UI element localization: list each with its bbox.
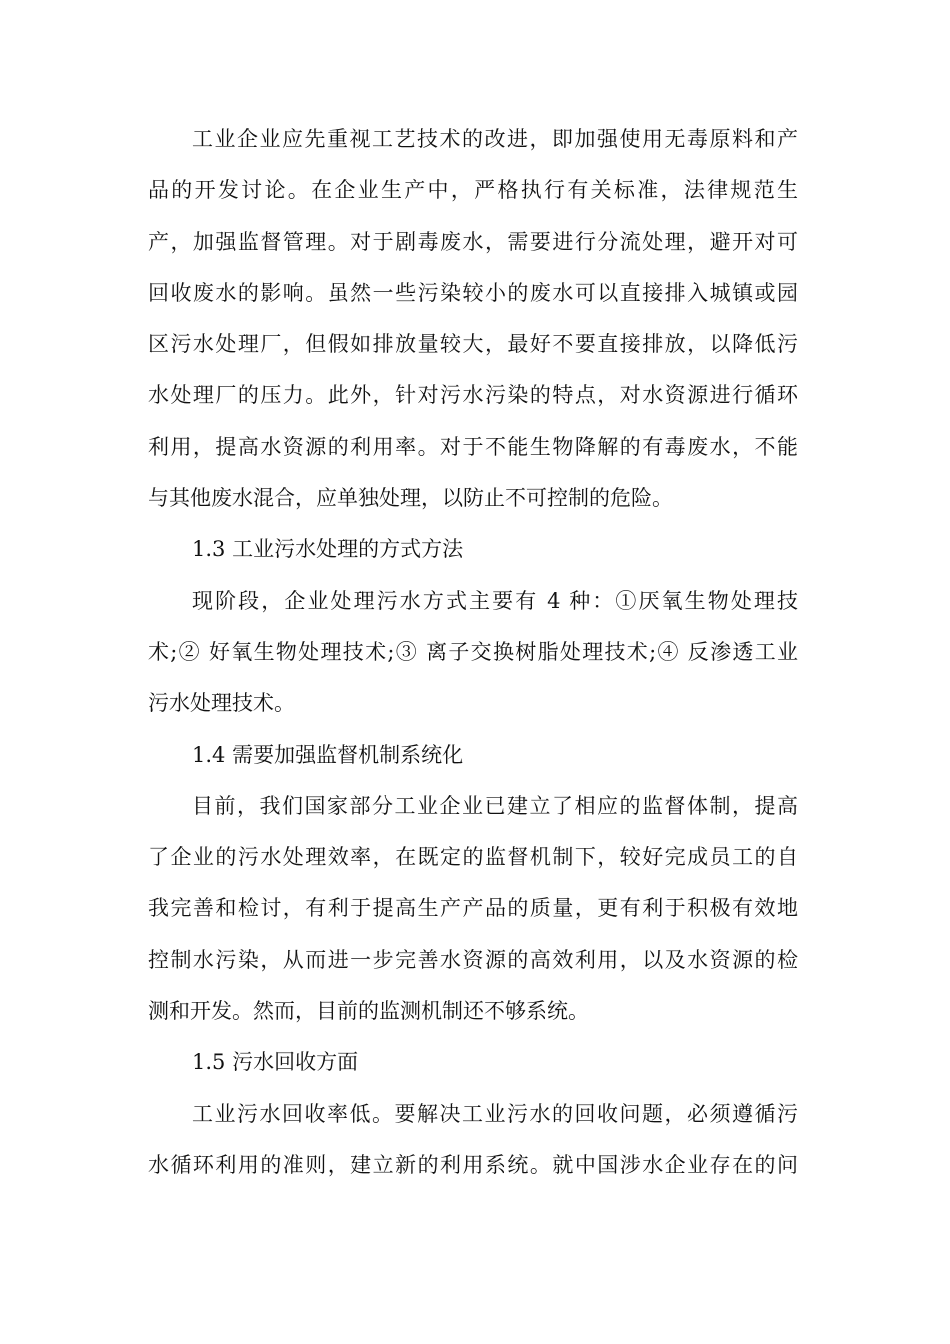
section-heading [148,1037,798,1088]
heading-text: 1.3 工业污水处理的方式方法 [192,537,464,562]
heading-text: 1.5 污水回收方面 [192,1050,359,1075]
text-line: 品的开发讨论。在企业生产中，严格执行有关标准，法律规范生 [148,178,798,203]
text-line: 区污水处理厂，但假如排放量较大，最好不要直接排放，以降低污 [148,332,798,357]
text-line: 术;② 好氧生物处理技术;③ 离子交换树脂处理技术;④ 反渗透工业 [148,639,798,664]
heading-text: 1.4 需要加强监督机制系统化 [192,742,464,767]
text-line: 目前，我们国家部分工业企业已建立了相应的监督体制，提高 [192,793,798,818]
document-body [148,114,798,1191]
text-line: 水处理厂的压力。此外，针对污水污染的特点，对水资源进行循环 [148,383,798,408]
text-line: 与其他废水混合，应单独处理，以防止不可控制的危险。 [148,486,673,511]
text-line: 水循环利用的准则，建立新的利用系统。就中国涉水企业存在的问 [148,1152,798,1177]
text-line: 回收废水的影响。虽然一些污染较小的废水可以直接排入城镇或园 [148,280,798,305]
section-heading [148,524,798,575]
text-line: 控制水污染，从而进一步完善水资源的高效利用，以及水资源的检 [148,947,798,972]
body-paragraph [148,1089,798,1192]
text-line: 了企业的污水处理效率，在既定的监督机制下，较好完成员工的自 [148,845,798,870]
text-line: 利用，提高水资源的利用率。对于不能生物降解的有毒废水，不能 [148,434,798,459]
body-paragraph [148,114,798,524]
text-line: 产，加强监督管理。对于剧毒废水，需要进行分流处理，避开对可 [148,229,798,254]
text-line: 工业污水回收率低。要解决工业污水的回收问题，必须遵循污 [192,1101,798,1126]
text-line: 测和开发。然而，目前的监测机制还不够系统。 [148,999,589,1024]
text-line: 现阶段，企业处理污水方式主要有 4 种：①厌氧生物处理技 [192,588,798,613]
text-line: 污水处理技术。 [148,691,295,716]
section-heading [148,730,798,781]
text-line: 我完善和检讨，有利于提高生产产品的质量，更有利于积极有效地 [148,896,798,921]
text-line: 工业企业应先重视工艺技术的改进，即加强使用无毒原料和产 [192,127,798,151]
body-paragraph [148,781,798,1037]
body-paragraph [148,576,798,730]
